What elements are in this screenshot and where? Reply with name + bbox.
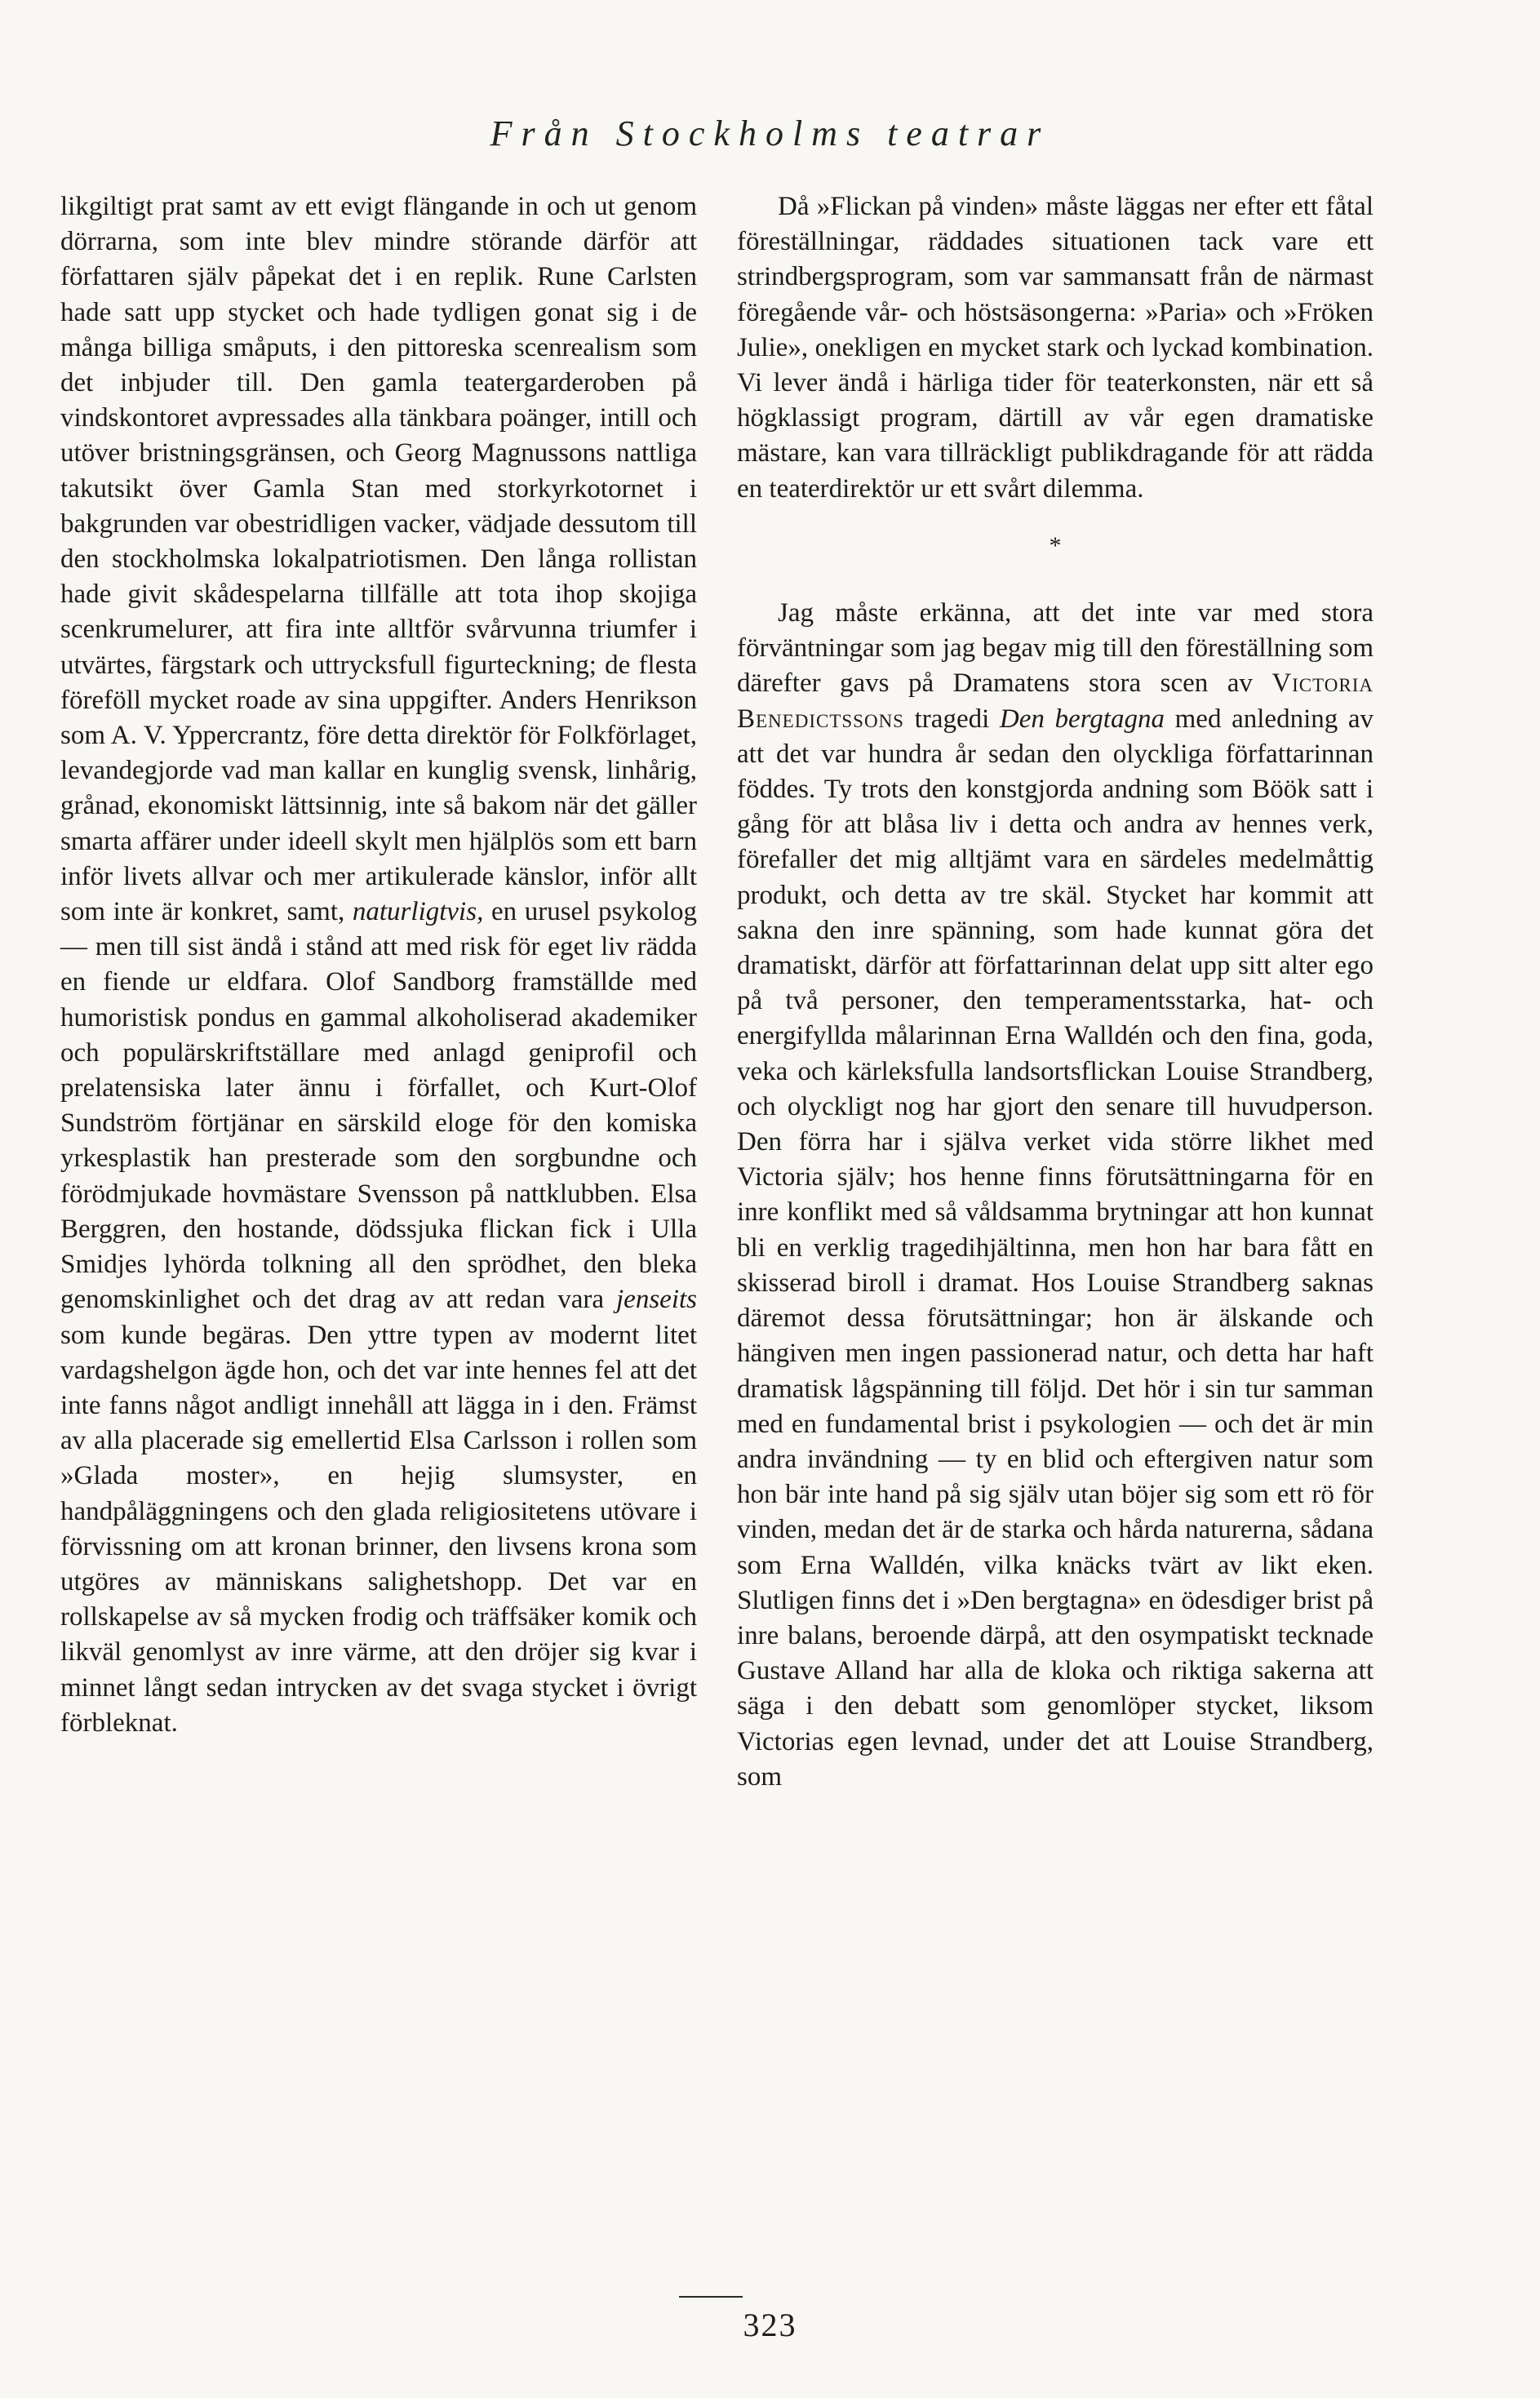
left-column xyxy=(60,189,697,1741)
running-header: Från Stockholms teatrar xyxy=(490,113,1050,153)
left-italic-1: naturligtvis, xyxy=(352,897,484,927)
left-text-2: en urusel psykolog — men till sist ändå i stånd att med risk för eget liv rädda en fiende ur eldfara. Olof Sandborg framställde med humoristisk pondus en gammal alkoholiserad akademiker och populärskriftställare med anlagd geniprofil och prelatensiska later ännu i förfallet, och Kurt-Olof Sundström förtjänar en särskild eloge för den komiska yrkesplastik han presterade som den sorgbundne och förödmjukade hovmästare Svensson på nattklubben. Elsa Berggren, den hostande, dödssjuka flickan fick i Ulla Smidjes lyhörda tolkning all den sprödhet, den bleka genomskinlighet och det drag av att redan vara xyxy=(60,897,698,1315)
author-name: Victoria Benedictssons xyxy=(737,668,1374,734)
left-italic-2: jenseits xyxy=(616,1285,697,1315)
footer-rule xyxy=(679,2296,743,2298)
left-text-3: som kunde begäras. Den yttre typen av modernt litet vardagshelgon ägde hon, och det var inte hennes fel att det inte fanns något andligt innehåll att lägga in i den. Främst av alla placerade sig emellertid Elsa Carlsson i rollen som »Glada moster», en hejig slumsyster, en handpåläggningens och den glada religiositetens utövare i förvissning om att kronan brinner, den livsens krona som utgöres av människans salighetshopp. Det var en rollskapelse av så mycken frodig och träffsäker komik och likväl genomlyst av inre värme, att den dröjer sig kvar i minnet långt sedan intrycken av det svaga stycket i övrigt förbleknat. xyxy=(60,1320,697,1738)
left-text-1: likgiltigt prat samt av ett evigt flängande in och ut genom dörrarna, som inte blev mindre störande därför att författaren själv påpekat det i en replik. Rune Carlsten hade satt upp stycket och hade tydligen gonat sig i de många billiga småputs, i den pittoreska scenrealism som det inbjuder till. Den gamla teatergarderoben på vindskontoret avpressades alla tänkbara poänger, intill och utöver bristningsgränsen, och Georg Magnussons nattliga takutsikt över Gamla Stan med storkyrkotornet i bakgrunden var obestridligen vacker, vädjade dessutom till den stockholmska lokalpatriotismen. Den långa rollistan hade givit skådespelarna tillfälle att tota ihop skojiga scenkrumelurer, att fira inte alltför svårvunna triumfer i utvärtes, färgstark och uttrycksfull figurteckning; de flesta föreföll mycket roade av sina uppgifter. Anders Henrikson som A. V. Yppercrantz, före detta direktör för Folkförlaget, levandegjorde vad man kallar en kunglig svensk, linhårig, grånad, ekonomiskt lättsinnig, inte så bakom när det gäller smarta affärer under ideell skylt men hjälplös som ett barn inför livets allvar och mer artikulerade känslor, inför allt som inte är konkret, samt, xyxy=(60,192,697,927)
section-separator: * xyxy=(1049,531,1062,559)
right-text-3: med anledning av att det var hundra år sedan den olyckliga författarinnan föddes. Ty trots den konstgjorda andning som Böök satt i gång för att blåsa liv i detta och andra av hennes verk, förefaller det mig alltjämt vara en särdeles medelmåttig produkt, och detta av tre skäl. Stycket har kommit att sakna den inre spänning, som hade kunnat göra det dramatiskt, därför att författarinnan delat upp sitt alter ego på två personer, den temperamentsstarka, hat- och energifyllda målarinnan Erna Walldén och den fina, goda, veka och kärleksfulla landsortsflickan Louise Strandberg, och olyckligt nog har gjort den senare till huvudperson. Den förra har i själva verket vida större likhet med Victoria själv; hos henne finns förutsättningarna för en inre konflikt med så våldsamma brytningar att hon kunnat bli en verklig tragedihjältinna, men hon har bara fått en skisserad biroll i dramat. Hos Louise Strandberg saknas däremot dessa förutsättningar; hon är älskande och hängiven men ingen passionerad natur, och detta har haft dramatisk lågspänning till följd. Det hör i sin tur samman med en fundamental brist i psykologien — och det är min andra invändning — ty en blid och eftergiven natur som hon bär inte hand på sig själv utan böjer sig som ett rö för vinden, medan det är de starka och hårda naturerna, sådana som Erna Walldén, vilka knäcks tvärt av likt eken. Slutligen finns det i »Den bergtagna» en ödesdiger brist på inre balans, beroende därpå, att den osympatiskt tecknade Gustave Alland har alla de kloka och riktiga sakerna att säga i den debatt som genomlöper stycket, liksom Victorias egen levnad, under det att Louise Strandberg, som xyxy=(737,704,1374,1792)
page-number: 323 xyxy=(743,2307,797,2343)
right-text-2: tragedi xyxy=(914,704,990,734)
right-paragraph-2 xyxy=(737,596,1374,1795)
play-title: Den bergtagna xyxy=(999,704,1165,734)
right-column xyxy=(737,189,1374,1795)
right-text-1: Jag måste erkänna, att det inte var med stora förväntningar som jag begav mig till den föreställning som därefter gavs på Dramatens stora scen av xyxy=(737,598,1374,699)
left-paragraph xyxy=(60,189,697,1741)
right-paragraph-1: Då »Flickan på vinden» måste läggas ner efter ett fåtal föreställningar, räddades situationen tack vare ett strindbergsprogram, som var sammansatt från de närmast föregående vår- och höstsäsongerna: »Paria» och »Fröken Julie», onekligen en mycket stark och lyckad kombination. Vi lever ändå i härliga tider för teaterkonsten, när ett så högklassigt program, därtill av vår egen dramatiske mästare, kan vara tillräckligt publikdragande för att rädda en teaterdirektör ur ett svårt dilemma. xyxy=(737,192,1374,504)
